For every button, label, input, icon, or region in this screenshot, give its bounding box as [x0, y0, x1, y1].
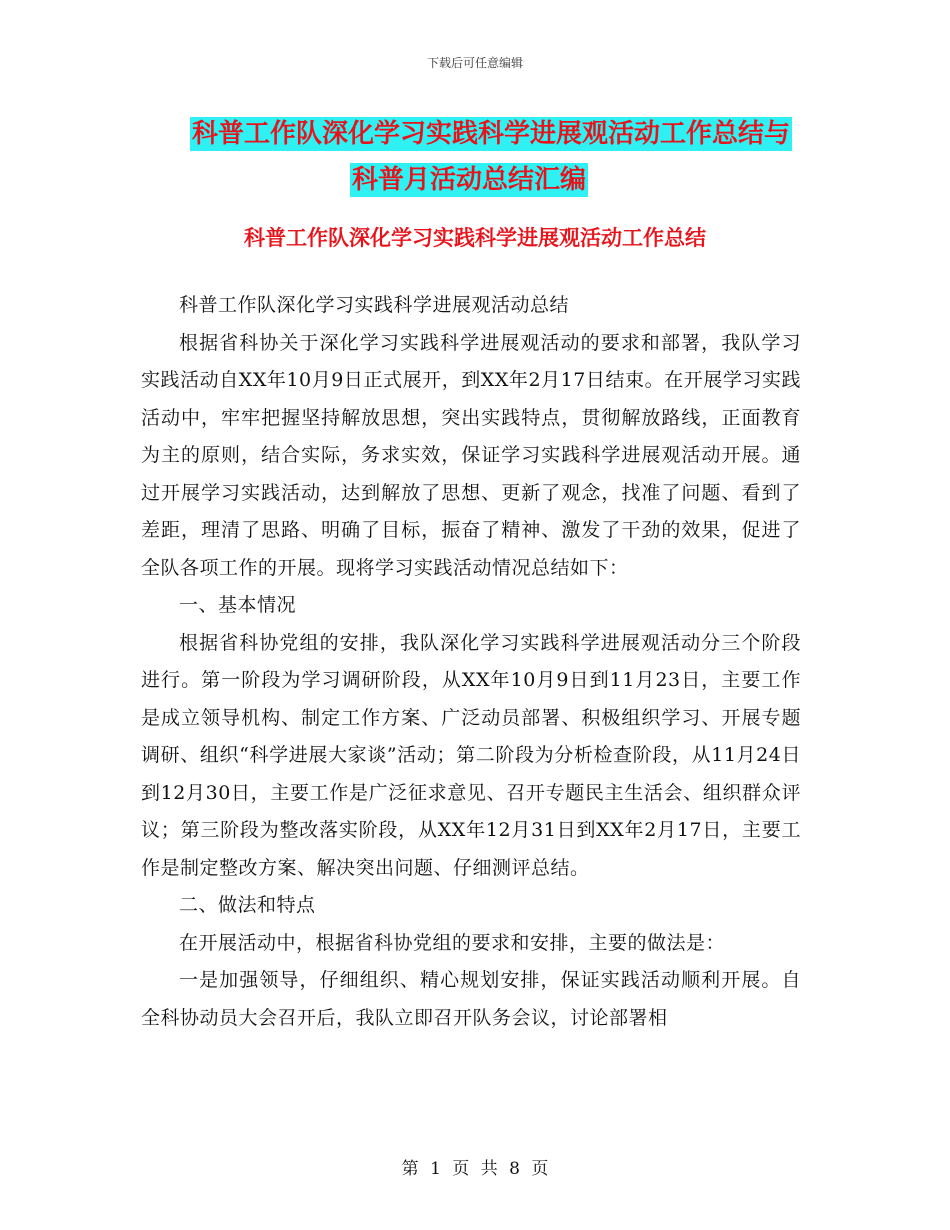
- header-note: 下载后可任意编辑: [426, 56, 523, 70]
- main-title-line-2: [350, 158, 850, 202]
- paragraph: 科普工作队深化学习实践科学进展观活动总结: [179, 294, 570, 316]
- body-text: [141, 287, 801, 1037]
- main-title-line-2-text: 科普月活动总结汇编: [352, 165, 587, 195]
- paragraph-heading: 二、做法和特点: [179, 894, 316, 916]
- section-title: 科普工作队深化学习实践科学进展观活动工作总结: [244, 226, 706, 250]
- paragraph: 根据省科协党组的安排，我队深化学习实践科学进展观活动分三个阶段进行。第一阶段为学习调研阶段，从XX年10月9日到11月23日，主要工作是成立领导机构、制定工作方案、广泛动员部署、积极组织学习、开展专题调研、组织“科学进展大家谈”活动；第二阶段为分析检查阶段，从11月24日到12月30日，主要工作是广泛征求意见、召开专题民主生活会、组织群众评议；第三阶段为整改落实阶段，从XX年12月31日到XX年2月17日，主要工作是制定整改方案、解决突出问题、仔细测评总结。: [141, 631, 801, 879]
- main-title-line-1-text: 科普工作队深化学习实践科学进展观活动工作总结与: [192, 119, 791, 149]
- main-title: [150, 112, 850, 202]
- paragraph: 在开展活动中，根据省科协党组的要求和安排，主要的做法是：: [179, 931, 726, 954]
- main-title-line-1: [150, 112, 850, 156]
- paragraph: 一是加强领导，仔细组织、精心规划安排，保证实践活动顺利开展。自全科协动员大会召开后，我队立即召开队务会议，讨论部署相: [141, 969, 801, 1029]
- paragraph: 根据省科协关于深化学习实践科学进展观活动的要求和部署，我队学习实践活动自XX年10月9日正式展开，到XX年2月17日结束。在开展学习实践活动中，牢牢把握坚持解放思想，突出实践特点，贯彻解放路线，正面教育为主的原则，结合实际，务求实效，保证学习实践科学进展观活动开展。通过开展学习实践活动，达到解放了思想、更新了观念，找准了问题、看到了差距，理清了思路、明确了目标，振奋了精神、激发了干劲的效果，促进了全队各项工作的开展。现将学习实践活动情况总结如下：: [141, 331, 801, 579]
- paragraph-heading: 一、基本情况: [179, 594, 297, 616]
- page-footer: 第 1 页 共 8 页: [401, 1159, 549, 1179]
